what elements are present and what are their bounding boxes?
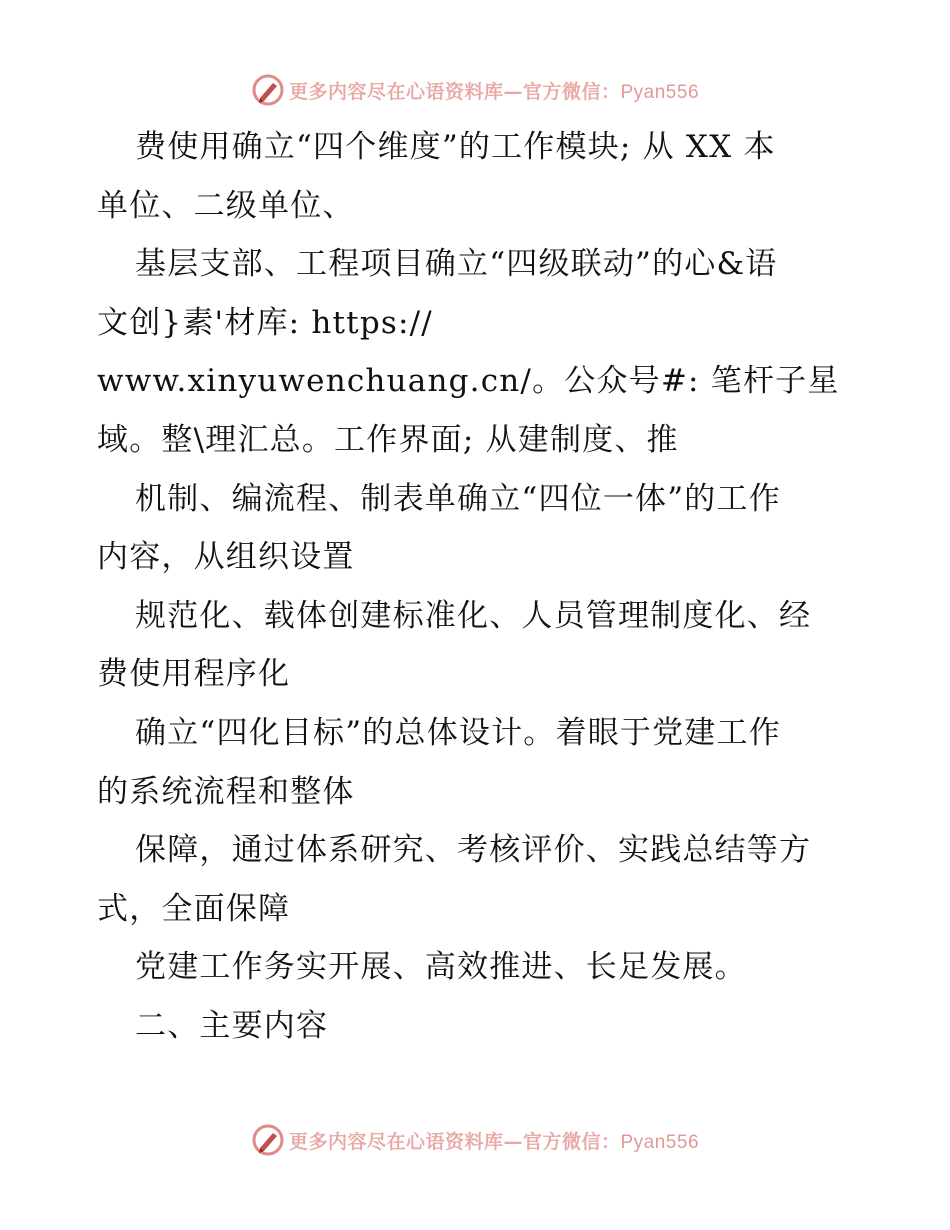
watermark-text: 更多内容尽在心语资料库—官方微信：Pyan556 — [288, 80, 700, 103]
text-line: 内容，从组织设置 — [97, 539, 355, 576]
document-body — [97, 118, 867, 1056]
text-line: 式，全面保障 — [97, 890, 291, 927]
watermark-wechat-id: Pyan556 — [620, 1131, 700, 1153]
text-line: 单位、二级单位、 — [97, 187, 355, 224]
text-line: 二、主要内容 — [135, 1007, 329, 1044]
text-line: www.xinyuwenchuang.cn/。公众号#: 笔杆子星 — [97, 363, 840, 400]
text-line: 保障，通过体系研究、考核评价、实践总结等方 — [135, 832, 812, 869]
text-line: 的系统流程和整体 — [97, 773, 355, 810]
text-line: 基层支部、工程项目确立“四级联动”的心&语 — [135, 246, 778, 283]
text-line: 规范化、载体创建标准化、人员管理制度化、经 — [135, 597, 812, 634]
text-line: 党建工作务实开展、高效推进、长足发展。 — [135, 949, 747, 986]
text-line: 机制、编流程、制表单确立“四位一体”的工作 — [135, 480, 781, 517]
watermark-wechat-id: Pyan556 — [620, 81, 700, 103]
text-line: 费使用程序化 — [97, 656, 291, 693]
footer-watermark — [0, 1120, 950, 1160]
text-line: 文创}素'材库: https:// — [97, 304, 433, 341]
pen-logo-icon — [251, 1123, 285, 1157]
text-line: 费使用确立“四个维度”的工作模块; 从 XX 本 — [135, 129, 776, 165]
pen-logo-icon — [251, 73, 285, 107]
text-line: 确立“四化目标”的总体设计。着眼于党建工作 — [135, 714, 781, 751]
text-line: 域。整\理汇总。工作界面; 从建制度、推 — [97, 421, 679, 458]
watermark-text: 更多内容尽在心语资料库—官方微信：Pyan556 — [288, 1130, 700, 1153]
header-watermark — [0, 70, 950, 110]
